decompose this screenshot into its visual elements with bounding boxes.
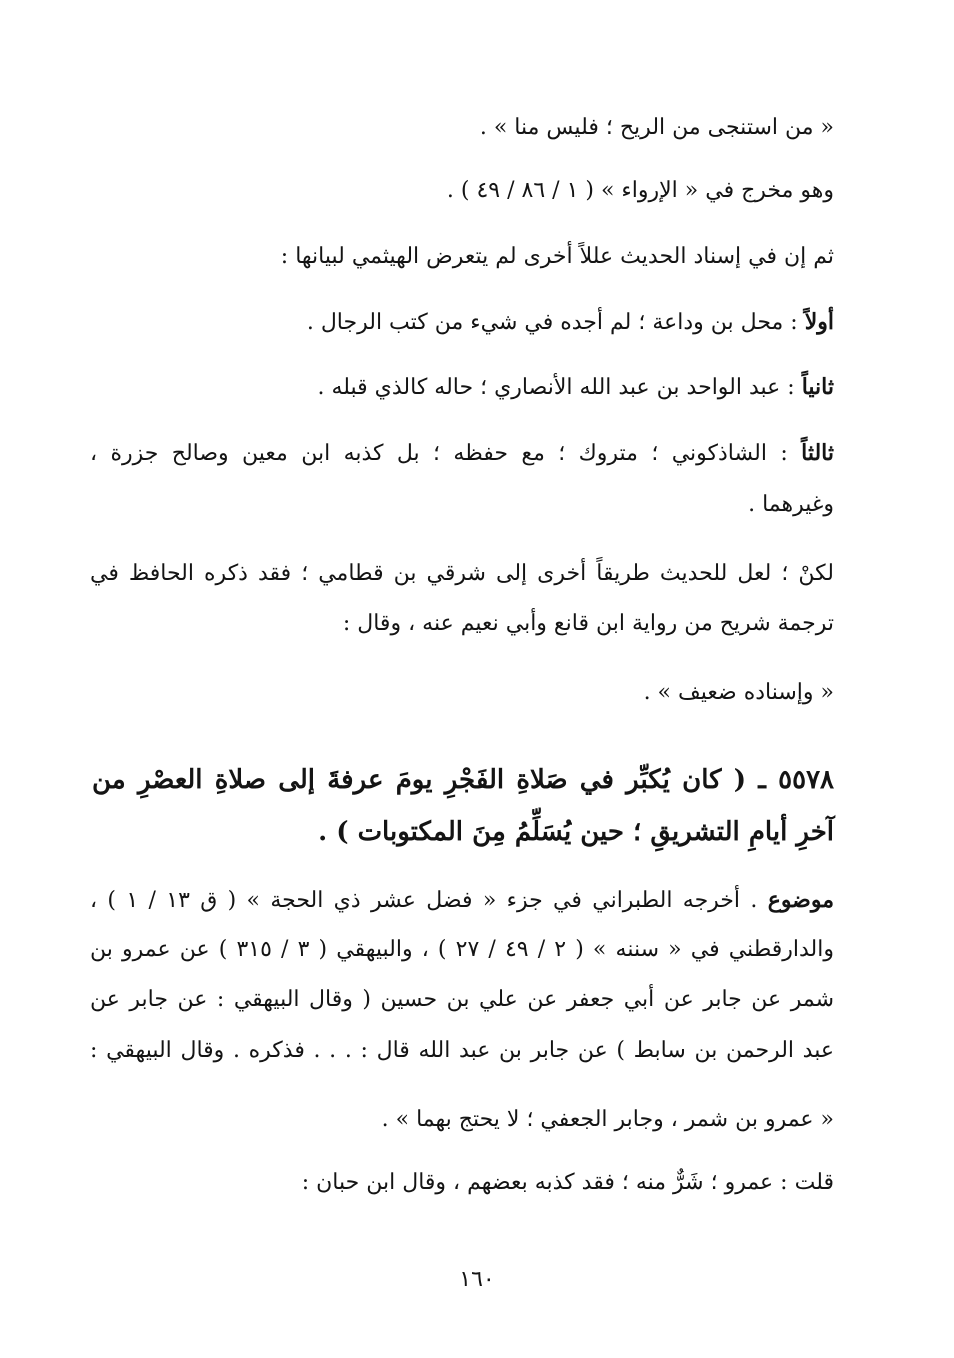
page-number: ١٦٠ [459,1267,495,1292]
point-text: : محل بن وداعة ؛ لم أجده في شيء من كتب الرجال . [306,310,805,335]
quote-line: « من استنجى من الريح ؛ فليس منا » . [479,115,834,140]
quote-line: « عمرو بن شمر ، وجابر الجعفي ؛ لا يحتج بهما » . [381,1107,834,1132]
paragraph-line: قلت : عمرو ؛ شَرٌّ منه ؛ فقد كذبه بعضهم ، وقال ابن حبان : [301,1170,834,1195]
paragraph-line: لكنْ ؛ لعل للحديث طريقاً أخرى إلى شرقي بن قطامي ؛ فقد ذكره الحافظ في [90,561,834,586]
paragraph-line: ترجمة شريح من رواية ابن قانع وأبي نعيم عنه ، وقال : [342,611,834,636]
point-first [307,305,834,340]
point-label: ثانياً [801,374,834,400]
reference-line: وهو مخرج في « الإرواء » ( ١ / ٨٦ / ٤٩ ) . [446,178,834,203]
hadith-heading-line: ٥٥٧٨ ـ ( كان يُكبِّر في صَلاةِ الفَجْرِ يومَ عرفةَ إلى صلاةِ العصْرِ من [92,765,834,795]
paragraph-line: وغيرهما . [748,492,834,517]
paragraph-line: والدارقطني في « سننه » ( ٢ / ٤٩ / ٢٧ ) ، والبيهقي ( ٣ / ٣١٥ ) عن عمرو بن [90,937,834,962]
point-label: ثالثاً [801,440,834,466]
point-second [317,370,834,405]
point-text: : الشاذكوني ؛ متروك ؛ مع حفظه ؛ بل كذبه ابن معين وصالح جزرة ، [90,441,802,466]
verdict-text: . أخرجه الطبراني في جزء « فضل عشر ذي الحجة » ( ق ١٣ / ١ ) ، [90,888,768,913]
paragraph-line: عبد الرحمن بن سابط ) عن جابر بن عبد الله قال : . . . فذكره . وقال البيهقي : [90,1038,834,1063]
point-text: : عبد الواحد بن عبد الله الأنصاري ؛ حاله كالذي قبله . [317,375,802,400]
quote-line: « وإسناده ضعيف » . [643,680,834,705]
paragraph-line: ثم إن في إسناد الحديث عللاً أخرى لم يتعرض الهيثمي لبيانها : [280,244,834,269]
point-label: أولاً [804,309,834,335]
hadith-heading-line: آخرِ أيامِ التشريقِ ؛ حين يُسَلِّمُ مِنَ المكتوبات ) . [318,817,834,847]
paragraph-line: شمر عن جابر عن أبي جعفر عن علي بن حسين ( وقال البيهقي : عن جابر عن [90,987,834,1012]
verdict-label: موضوع [767,887,835,913]
verdict-line [90,883,834,918]
point-third [90,436,834,471]
